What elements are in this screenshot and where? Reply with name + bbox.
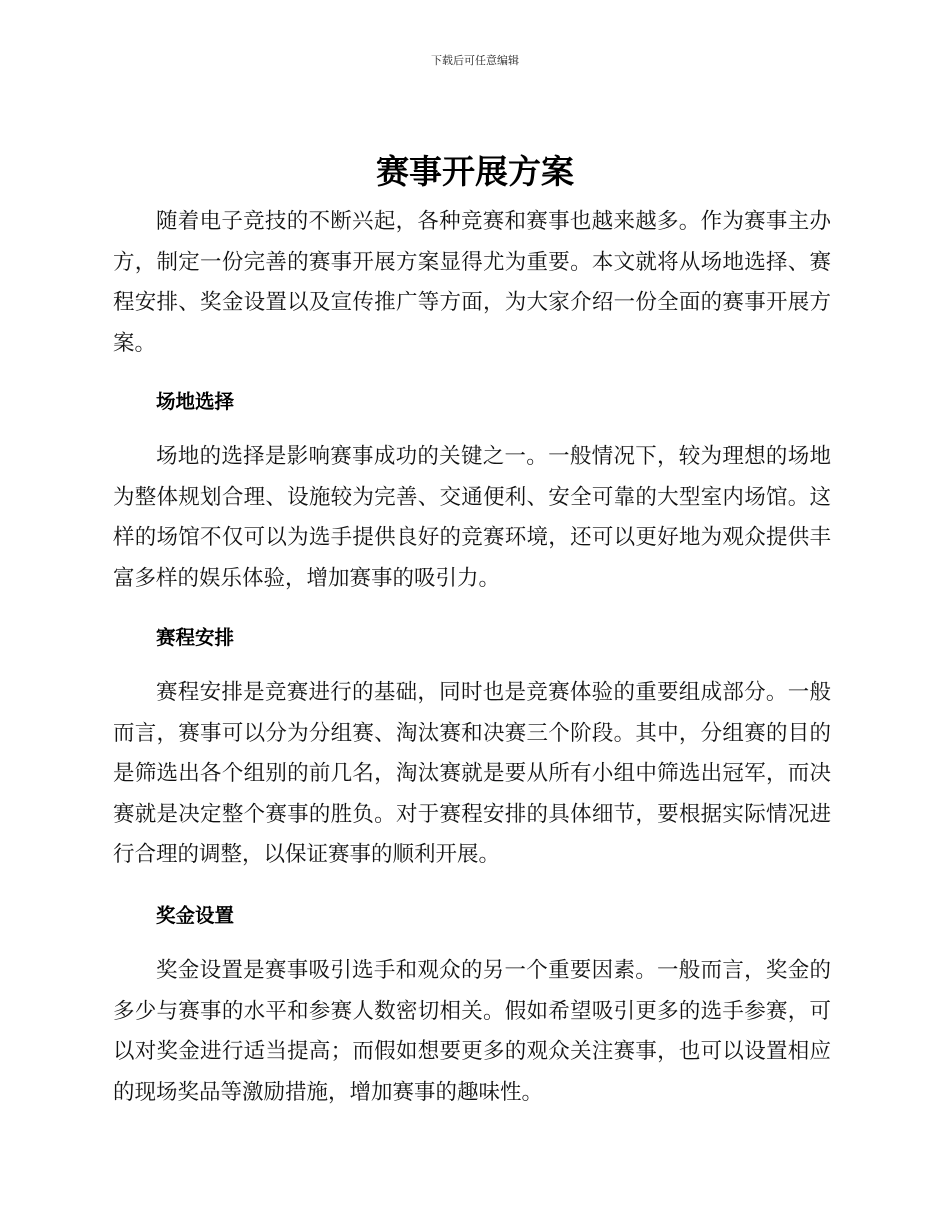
section-heading-schedule: 赛程安排 (156, 626, 235, 649)
section-heading-venue: 场地选择 (156, 390, 235, 413)
section-body-prize: 奖金设置是赛事吸引选手和观众的另一个重要因素。一般而言，奖金的多少与赛事的水平和参赛人数密切相关。假如希望吸引更多的选手参赛，可以对奖金进行适当提高；而假如想要更多的观众关注赛事，也可以设置相应的现场奖品等激励措施，增加赛事的趣味性。 (113, 958, 831, 1105)
section-body-schedule: 赛程安排是竞赛进行的基础，同时也是竞赛体验的重要组成部分。一般而言，赛事可以分为分组赛、淘汰赛和决赛三个阶段。其中，分组赛的目的是筛选出各个组别的前几名，淘汰赛就是要从所有小组中筛选出冠军，而决赛就是决定整个赛事的胜负。对于赛程安排的具体细节，要根据实际情况进行合理的调整，以保证赛事的顺利开展。 (113, 680, 831, 867)
document-title: 赛事开展方案 (376, 152, 574, 191)
section-body-venue: 场地的选择是影响赛事成功的关键之一。一般情况下，较为理想的场地为整体规划合理、设施较为完善、交通便利、安全可靠的大型室内场馆。这样的场馆不仅可以为选手提供良好的竞赛环境，还可以更好地为观众提供丰富多样的娱乐体验，增加赛事的吸引力。 (113, 444, 831, 591)
header-note: 下载后可任意编辑 (431, 54, 519, 67)
intro-paragraph: 随着电子竞技的不断兴起，各种竞赛和赛事也越来越多。作为赛事主办方，制定一份完善的赛事开展方案显得尤为重要。本文就将从场地选择、赛程安排、奖金设置以及宣传推广等方面，为大家介绍一份全面的赛事开展方案。 (113, 209, 831, 356)
section-heading-prize: 奖金设置 (156, 904, 235, 927)
